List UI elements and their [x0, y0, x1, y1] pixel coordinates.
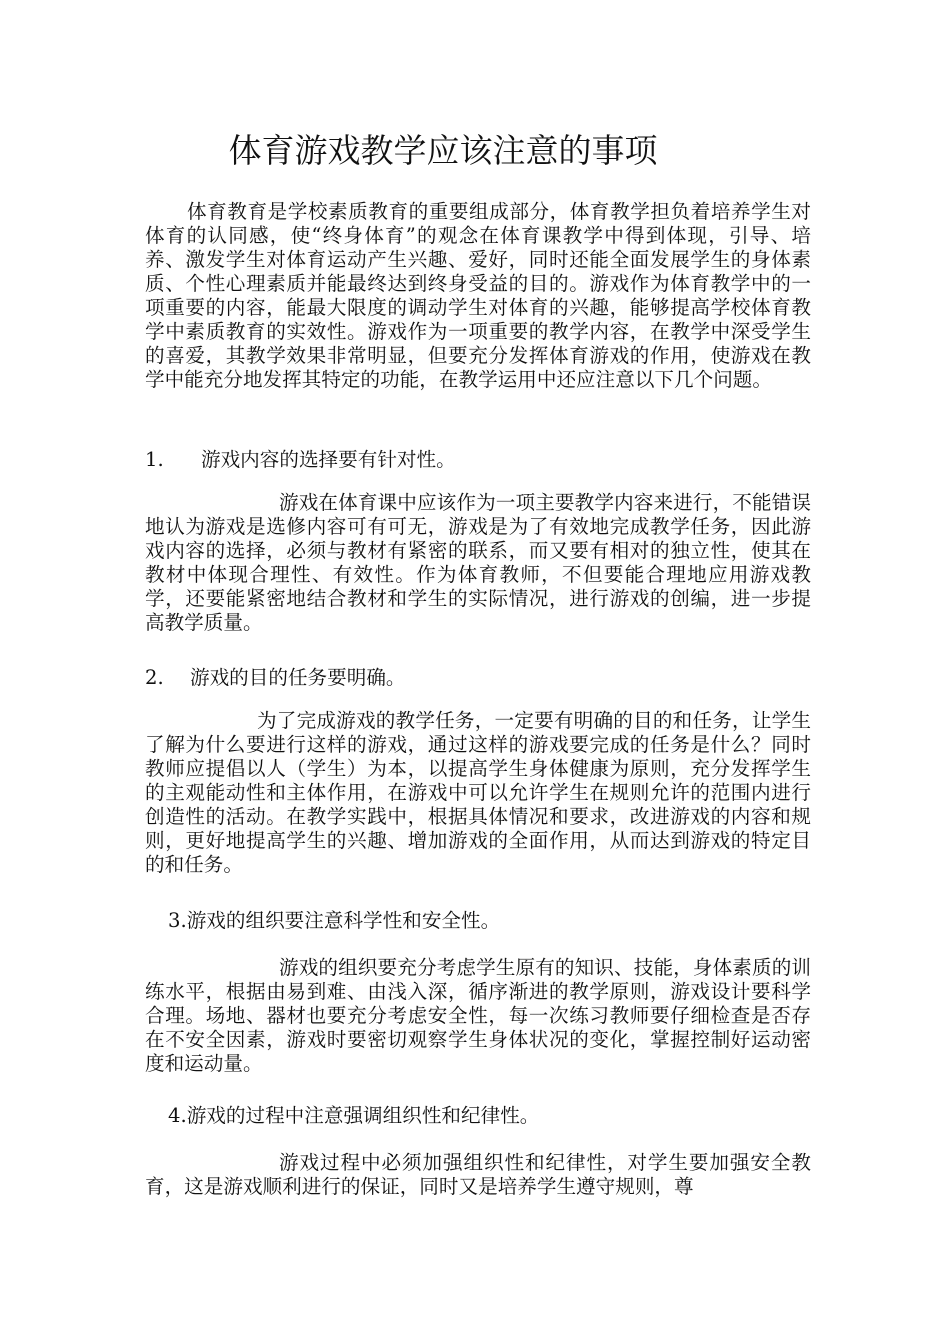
section-3-heading — [168, 909, 500, 933]
section-2-number: 2. — [145, 666, 164, 689]
section-1-number: 1. — [145, 448, 164, 471]
section-2-heading — [145, 666, 406, 690]
section-4-heading — [168, 1104, 539, 1128]
section-3-title: 游戏的组织要注意科学性和安全性。 — [186, 909, 501, 932]
section-3-body: 游戏的组织要充分考虑学生原有的知识、技能，身体素质的训练水平，根据由易到难、由浅入深，循序渐进的教学原则，游戏设计要科学合理。场地、器材也要充分考虑安全性，每一次练习教师要仔细检查是否存在不安全因素，游戏时要密切观察学生身体状况的变化，掌握控制好运动密度和运动量。 — [145, 956, 811, 1075]
section-3-number: 3. — [168, 909, 187, 932]
section-1-title: 游戏内容的选择要有针对性。 — [201, 448, 456, 471]
section-4-number: 4. — [168, 1104, 187, 1127]
section-1-heading — [145, 448, 456, 472]
intro-paragraph: 体育教育是学校素质教育的重要组成部分，体育教学担负着培养学生对体育的认同感，使“终身体育”的观念在体育课教学中得到体现，引导、培养、激发学生对体育运动产生兴趣、爱好，同时还能全面发展学生的身体素质、个性心理素质并能最终达到终身受益的目的。游戏作为体育教学中的一项重要的内容，能最大限度的调动学生对体育的兴趣，能够提高学校体育教学中素质教育的实效性。游戏作为一项重要的教学内容，在教学中深受学生的喜爱，其教学效果非常明显，但要充分发挥体育游戏的作用，使游戏在教学中能充分地发挥其特定的功能，在教学运用中还应注意以下几个问题。 — [145, 200, 811, 391]
section-1-body: 游戏在体育课中应该作为一项主要教学内容来进行，不能错误地认为游戏是选修内容可有可无，游戏是为了有效地完成教学任务，因此游戏内容的选择，必须与教材有紧密的联系，而又要有相对的独立性，使其在教材中体现合理性、有效性。作为体育教师，不但要能合理地应用游戏教学，还要能紧密地结合教材和学生的实际情况，进行游戏的创编，进一步提高教学质量。 — [145, 491, 811, 634]
section-2-body: 为了完成游戏的教学任务，一定要有明确的目的和任务，让学生了解为什么要进行这样的游戏，通过这样的游戏要完成的任务是什么？同时教师应提倡以人（学生）为本，以提高学生身体健康为原则，充分发挥学生的主观能动性和主体作用，在游戏中可以允许学生在规则允许的范围内进行创造性的活动。在教学实践中，根据具体情况和要求，改进游戏的内容和规则，更好地提高学生的兴趣、增加游戏的全面作用，从而达到游戏的特定目的和任务。 — [145, 709, 811, 876]
document-title: 体育游戏教学应该注意的事项 — [228, 131, 658, 170]
section-4-body: 游戏过程中必须加强组织性和纪律性，对学生要加强安全教育，这是游戏顺利进行的保证，同时又是培养学生遵守规则，尊 — [145, 1151, 811, 1198]
section-4-title: 游戏的过程中注意强调组织性和纪律性。 — [186, 1104, 540, 1127]
section-2-title: 游戏的目的任务要明确。 — [190, 666, 406, 689]
